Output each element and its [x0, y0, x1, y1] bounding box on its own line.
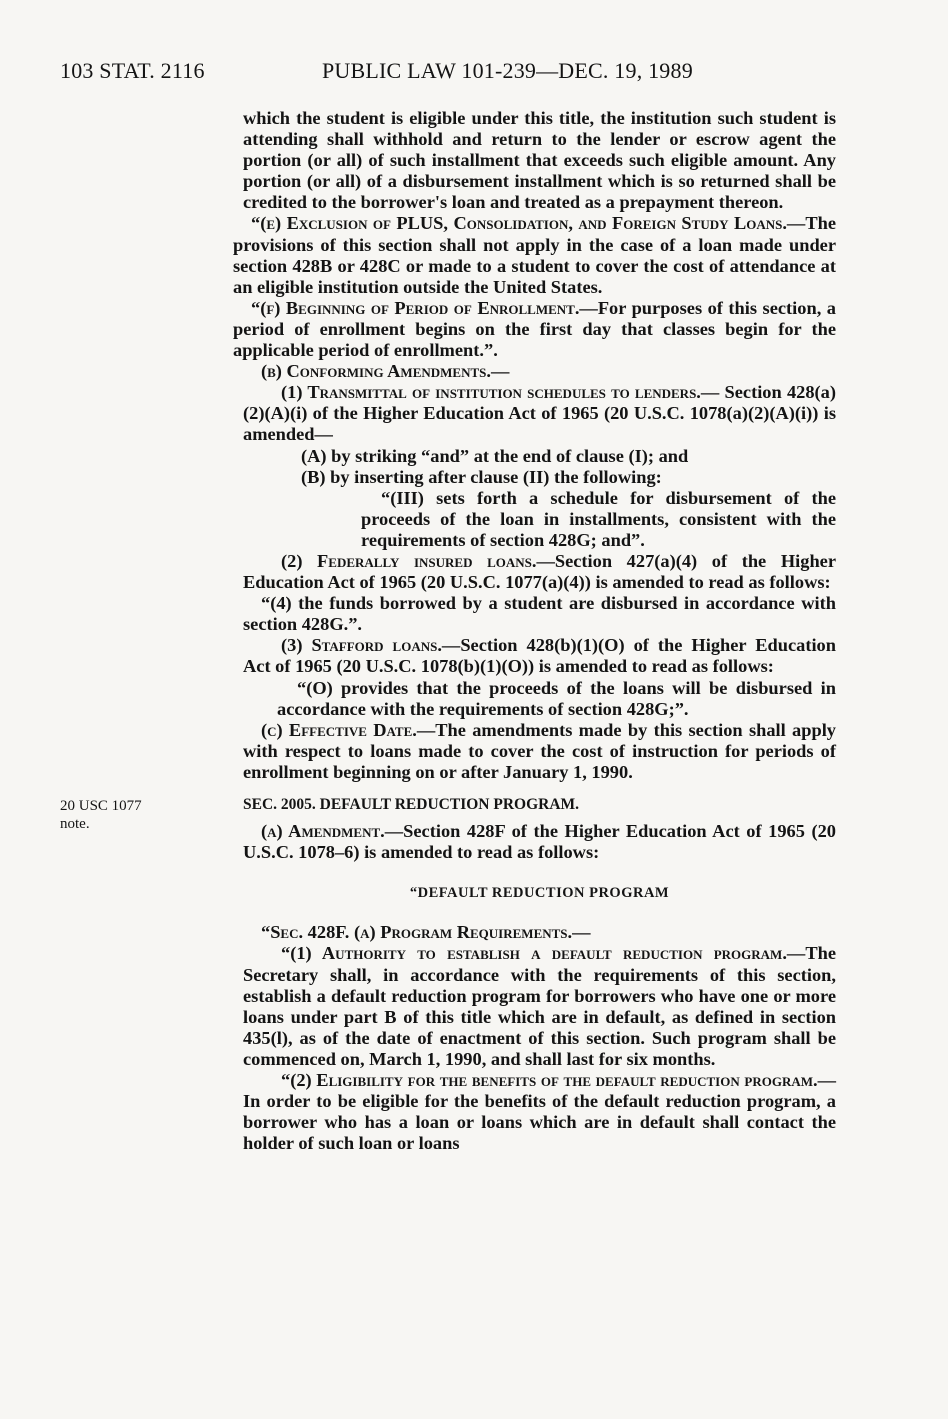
subsection-a-text: Section 428F of the Higher Education Act of 1965 (20 U.S.C. 1078–6) is amended to read as follows:: [243, 821, 836, 863]
subsection-e-text: The provisions of this section shall not apply in the case of a loan made under section 428B or 428C or made to a student to cover the cost of attendance at an eligible institution outside the United States.: [233, 213, 836, 297]
paragraph-b3-heading: (3) Stafford loans.—: [281, 635, 461, 656]
paragraph-b2-quote: “(4) the funds borrowed by a student are disbursed in accordance with section 428G.”.: [243, 593, 836, 635]
subsection-a: [243, 821, 836, 863]
section-428f-heading: “Sec. 428F. (a) Program Requirements.—: [261, 922, 591, 943]
paragraph-b3: [243, 635, 836, 677]
paragraph-a2-heading: “(2) Eligibility for the benefits of the default reduction program.—: [281, 1070, 836, 1091]
clause-b1-A: (A) by striking “and” at the end of clause (I); and: [301, 445, 689, 466]
program-heading: “DEFAULT REDUCTION PROGRAM: [409, 885, 670, 902]
subsection-f-text: For purposes of this section, a period of enrollment begins on the first day that classes begin for the applicable period of enrollment.”.: [233, 297, 836, 361]
clause-b1-B: (B) by inserting after clause (II) the following:: [301, 466, 662, 487]
paragraph-b1-text: Section 428(a)(2)(A)(i) of the Higher Education Act of 1965 (20 U.S.C. 1078(a)(2)(A)(i)) is amended—: [243, 382, 836, 445]
paragraph-b3-text: Section 428(b)(1)(O) of the Higher Education Act of 1965 (20 U.S.C. 1078(b)(1)(O)) is amended to read as follows:: [243, 635, 836, 677]
subsection-e: [233, 213, 836, 297]
page-header: [60, 58, 910, 88]
paragraph-b1: [243, 382, 836, 445]
subsection-c: [243, 720, 836, 783]
paragraph-b1-heading: (1) Transmittal of institution schedules to lenders.—: [281, 382, 720, 403]
paragraph-a2-text: In order to be eligible for the benefits of the default reduction program, a borrower who has a loan or loans which are in default shall contact the holder of such loan or loans: [243, 1091, 836, 1154]
paragraph-a2: [243, 1070, 836, 1154]
subsection-f-heading: “(f) Beginning of Period of Enrollment.—: [251, 297, 598, 318]
margin-note-citation: 20 USC 1077: [60, 798, 142, 814]
subsection-e-heading: “(e) Exclusion of PLUS, Consolidation, and Foreign Study Loans.—: [251, 213, 806, 234]
subsection-c-text: The amendments made by this section shall apply with respect to loans made to cover the cost of instruction for periods of enrollment beginning on or after January 1, 1990.: [243, 719, 836, 782]
paragraph-a1: [243, 943, 836, 1070]
clause-b1-III: “(III) sets forth a schedule for disbursement of the proceeds of the loan in installments, consistent with the requirements of section 428G; and”.: [361, 487, 836, 550]
paragraph-b3-quote: “(O) provides that the proceeds of the loans will be disbursed in accordance with the requirements of section 428G;”.: [277, 677, 836, 719]
paragraph-b2-text: Section 427(a)(4) of the Higher Education Act of 1965 (20 U.S.C. 1077(a)(4)) is amended to read as follows:: [243, 550, 836, 593]
margin-note-label: note.: [60, 816, 90, 832]
paragraph-b2-heading: (2) Federally insured loans.—: [281, 550, 555, 571]
paragraph-a1-text: The Secretary shall, in accordance with the requirements of this section, establish a default reduction program for borrowers who have one or more loans under part B of this title which are in default, as defined in section 435(l), as of the date of enactment of this section. Such program shall be commenced on, March 1, 1990, and shall last for six months.: [243, 943, 836, 1069]
subsection-a-heading: (a) Amendment.—: [261, 821, 404, 842]
subsection-b-heading: (b) Conforming Amendments.—: [261, 361, 510, 382]
paragraph-continuation: which the student is eligible under this title, the institution such student is attending shall withhold and return to the lender or escrow agent the portion (or all) of such installment that exceeds such eligible amount. Any portion (or all) of a disbursement installment which is so returned shall be credited to the borrower's loan and treated as a prepayment thereon.: [243, 108, 836, 213]
law-citation: PUBLIC LAW 101-239—DEC. 19, 1989: [322, 58, 693, 83]
paragraph-b2: [243, 551, 836, 593]
paragraph-a1-heading: “(1) Authority to establish a default reduction program.—: [281, 943, 806, 964]
margin-note: [60, 797, 190, 833]
stat-citation: 103 STAT. 2116: [60, 58, 205, 83]
subsection-f: [233, 298, 836, 361]
subsection-c-heading: (c) Effective Date.—: [261, 719, 436, 740]
document-body: [233, 108, 836, 1154]
section-title: SEC. 2005. DEFAULT REDUCTION PROGRAM.: [243, 796, 580, 813]
